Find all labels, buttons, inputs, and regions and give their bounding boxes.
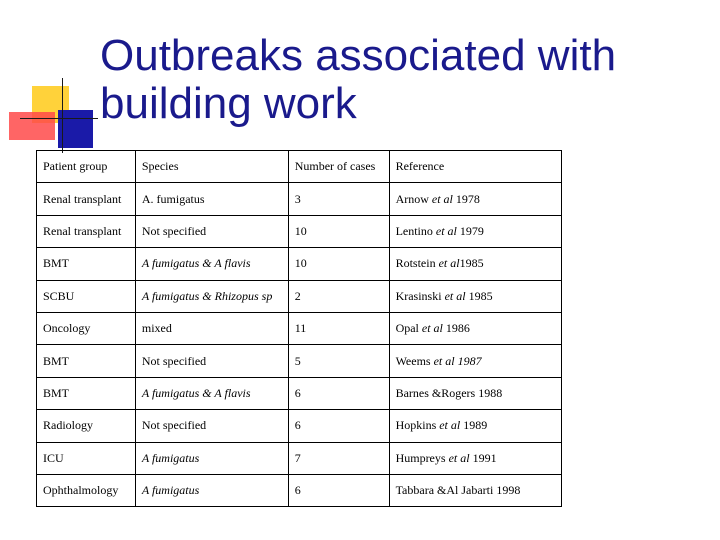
outbreaks-table bbox=[36, 150, 562, 507]
cell-reference bbox=[389, 442, 561, 474]
reference-author: Rotstein bbox=[395, 256, 439, 271]
cell-reference bbox=[389, 215, 561, 247]
cell-species: mixed bbox=[135, 312, 288, 344]
cell-number-of-cases: 6 bbox=[288, 377, 389, 409]
slide-title-line-2: building work bbox=[100, 79, 357, 128]
table-row bbox=[37, 442, 562, 474]
reference-year: 1979 bbox=[456, 223, 484, 238]
cell-number-of-cases: 11 bbox=[288, 312, 389, 344]
header-patient-group: Patient group bbox=[37, 151, 136, 183]
header-species: Species bbox=[135, 151, 288, 183]
reference-author: Lentino bbox=[395, 223, 436, 238]
cell-species: A. fumigatus bbox=[135, 183, 288, 215]
cell-species: Not specified bbox=[135, 215, 288, 247]
reference-year: 1986 bbox=[442, 321, 470, 336]
reference-author: Opal bbox=[395, 321, 422, 336]
reference-author: Arnow bbox=[395, 191, 432, 206]
cell-patient-group: Renal transplant bbox=[37, 183, 136, 215]
slide-title bbox=[100, 32, 700, 128]
cell-reference bbox=[389, 248, 561, 280]
cell-number-of-cases: 10 bbox=[288, 215, 389, 247]
header-number-of-cases: Number of cases bbox=[288, 151, 389, 183]
cell-reference bbox=[389, 280, 561, 312]
cell-patient-group: BMT bbox=[37, 377, 136, 409]
cell-species: A fumigatus & Rhizopus sp bbox=[135, 280, 288, 312]
table-row bbox=[37, 377, 562, 409]
cell-species: A fumigatus bbox=[135, 474, 288, 506]
cell-reference bbox=[389, 410, 561, 442]
decor-blue-square bbox=[58, 110, 93, 148]
header-reference: Reference bbox=[389, 151, 561, 183]
table-row bbox=[37, 183, 562, 215]
table-row bbox=[37, 410, 562, 442]
table-header-row bbox=[37, 151, 562, 183]
slide-title-line-1: Outbreaks associated with bbox=[100, 31, 617, 80]
reference-author: Hopkins bbox=[395, 418, 440, 433]
reference-author: Krasinski bbox=[395, 288, 445, 303]
reference-author: Weems bbox=[395, 353, 434, 368]
cell-reference bbox=[389, 474, 561, 506]
cell-reference bbox=[389, 183, 561, 215]
reference-year: 1985 bbox=[465, 288, 493, 303]
reference-et-al: et al bbox=[421, 321, 443, 336]
cell-reference bbox=[389, 312, 561, 344]
reference-et-al: et al bbox=[438, 256, 460, 271]
cell-patient-group: BMT bbox=[37, 345, 136, 377]
table-row bbox=[37, 345, 562, 377]
decor-vertical-line bbox=[62, 78, 63, 153]
cell-number-of-cases: 6 bbox=[288, 474, 389, 506]
reference-et-al: et al bbox=[448, 450, 470, 465]
cell-reference bbox=[389, 345, 561, 377]
table-body bbox=[37, 183, 562, 507]
decor-horizontal-line bbox=[20, 118, 98, 119]
reference-author: Tabbara &Al Jabarti 1998 bbox=[395, 483, 521, 498]
cell-number-of-cases: 6 bbox=[288, 410, 389, 442]
cell-patient-group: SCBU bbox=[37, 280, 136, 312]
cell-number-of-cases: 5 bbox=[288, 345, 389, 377]
reference-author: Humpreys bbox=[395, 450, 449, 465]
cell-patient-group: BMT bbox=[37, 248, 136, 280]
reference-et-al: et al bbox=[431, 191, 453, 206]
reference-et-al: et al bbox=[439, 418, 461, 433]
cell-patient-group: Oncology bbox=[37, 312, 136, 344]
table-row bbox=[37, 248, 562, 280]
cell-number-of-cases: 7 bbox=[288, 442, 389, 474]
cell-number-of-cases: 2 bbox=[288, 280, 389, 312]
table-row bbox=[37, 215, 562, 247]
cell-reference bbox=[389, 377, 561, 409]
table-row bbox=[37, 312, 562, 344]
cell-number-of-cases: 10 bbox=[288, 248, 389, 280]
reference-et-al: et al 1987 bbox=[433, 353, 482, 368]
table-row bbox=[37, 474, 562, 506]
reference-et-al: et al bbox=[444, 288, 466, 303]
reference-year: 1985 bbox=[459, 256, 484, 271]
reference-year: 1989 bbox=[460, 418, 488, 433]
cell-patient-group: Radiology bbox=[37, 410, 136, 442]
reference-year: 1978 bbox=[452, 191, 480, 206]
cell-patient-group: Renal transplant bbox=[37, 215, 136, 247]
cell-number-of-cases: 3 bbox=[288, 183, 389, 215]
reference-et-al: et al bbox=[435, 223, 457, 238]
table-row bbox=[37, 280, 562, 312]
cell-species: A fumigatus & A flavis bbox=[135, 377, 288, 409]
cell-species: A fumigatus & A flavis bbox=[135, 248, 288, 280]
decor-red-block bbox=[9, 112, 55, 140]
reference-author: Barnes &Rogers 1988 bbox=[395, 385, 503, 400]
reference-year: 1991 bbox=[469, 450, 497, 465]
cell-species: Not specified bbox=[135, 345, 288, 377]
cell-patient-group: Ophthalmology bbox=[37, 474, 136, 506]
cell-species: A fumigatus bbox=[135, 442, 288, 474]
cell-patient-group: ICU bbox=[37, 442, 136, 474]
cell-species: Not specified bbox=[135, 410, 288, 442]
